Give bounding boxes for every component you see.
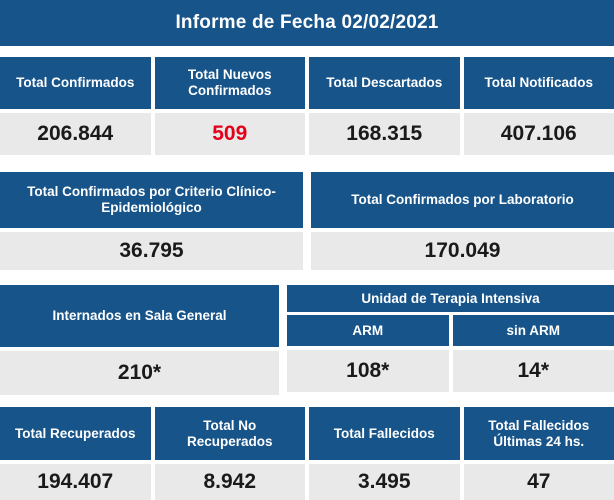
card-uti-arm [287, 315, 449, 395]
uti-label: Unidad de Terapia Intensiva [287, 285, 614, 312]
card-value: 194.407 [0, 464, 151, 500]
card-value: 3.495 [309, 464, 460, 500]
card-label: Total Confirmados [0, 57, 151, 109]
card-value: 407.106 [464, 113, 614, 155]
summary-row-totals [0, 57, 614, 155]
page-title: Informe de Fecha 02/02/2021 [0, 0, 614, 46]
card-value: 108* [287, 350, 449, 392]
card-value: 210* [0, 351, 279, 395]
card-confirmados-laboratorio [311, 172, 614, 270]
summary-row-criterio [0, 172, 614, 270]
card-value: 168.315 [309, 113, 460, 155]
card-label: Internados en Sala General [0, 285, 279, 347]
card-total-fallecidos-ultimas-24hs [464, 407, 614, 500]
card-label: sin ARM [453, 315, 614, 346]
card-value: 47 [464, 464, 614, 500]
card-label: Total Fallecidos Últimas 24 hs. [464, 407, 614, 460]
card-value: 509 [155, 113, 306, 155]
card-value: 8.942 [155, 464, 306, 500]
card-internados-sala-general [0, 285, 279, 395]
card-unidad-terapia-intensiva [287, 285, 614, 395]
summary-row-resultados [0, 407, 614, 500]
card-total-fallecidos [309, 407, 460, 500]
card-label: Total Descartados [309, 57, 460, 109]
card-total-nuevos-confirmados [155, 57, 306, 155]
card-label: ARM [287, 315, 449, 346]
card-uti-sin-arm [453, 315, 614, 395]
card-total-no-recuperados [155, 407, 306, 500]
card-label: Total Nuevos Confirmados [155, 57, 306, 109]
summary-row-internaciones [0, 285, 614, 395]
uti-columns [287, 315, 614, 395]
card-value: 36.795 [0, 232, 303, 270]
card-value: 206.844 [0, 113, 151, 155]
card-label: Total Recuperados [0, 407, 151, 460]
card-value: 170.049 [311, 232, 614, 270]
card-value: 14* [453, 350, 614, 392]
card-total-descartados [309, 57, 460, 155]
card-label: Total Confirmados por Criterio Clínico-Epidemiológico [0, 172, 303, 228]
card-label: Total No Recuperados [155, 407, 306, 460]
card-label: Total Fallecidos [309, 407, 460, 460]
card-total-recuperados [0, 407, 151, 500]
card-confirmados-criterio-clinico [0, 172, 303, 270]
card-total-notificados [464, 57, 614, 155]
card-label: Total Confirmados por Laboratorio [311, 172, 614, 228]
card-label: Total Notificados [464, 57, 614, 109]
card-total-confirmados [0, 57, 151, 155]
